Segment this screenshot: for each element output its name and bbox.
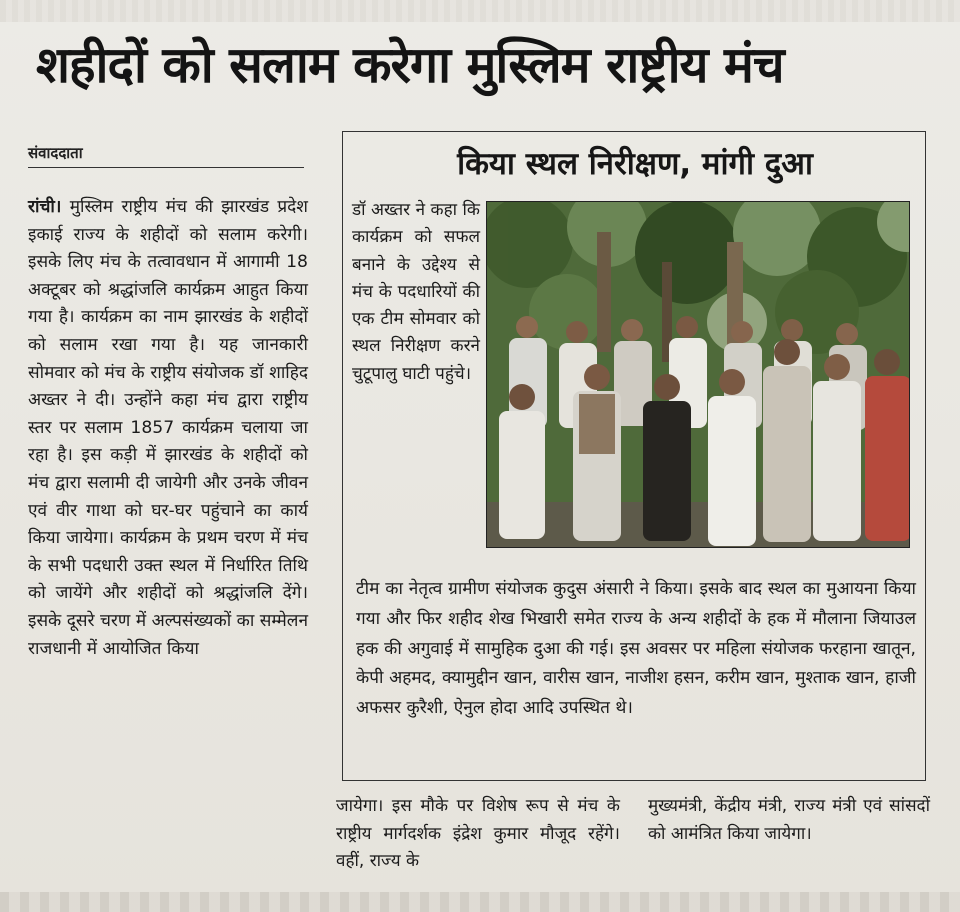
byline: संवाददाता bbox=[28, 143, 304, 168]
sidebar-body-text: टीम का नेतृत्व ग्रामीण संयोजक कुदुस अंसारी ने किया। इसके बाद स्थल का मुआयना किया गया और फिर शहीद शेख भिखारी समेत राज्य के अन्य शहीदों के हक में मौलाना जियाउल हक की अगुवाई में सामुहिक दुआ की गई। इस अवसर पर महिला संयोजक फरहाना खातून, केपी अहमद, क्यामुद्दीन खान, वारीस खान, नाजीश हसन, करीम खान, मुश्ताक खान, हाजी अफसर कुरैशी, ऐनुल होदा आदि उपस्थित थे। bbox=[356, 579, 916, 719]
top-edge-bleed bbox=[0, 0, 960, 22]
dateline: रांची। bbox=[28, 197, 62, 217]
headline: शहीदों को सलाम करेगा मुस्लिम राष्ट्रीय मंच bbox=[36, 36, 784, 94]
sidebar-side-text: डॉ अख्तर ने कहा कि कार्यक्रम को सफल बनाने के उद्देश्य से मंच के पदधारियों की एक टीम सोमवार को स्थल निरीक्षण करने चुटूपालु घाटी पहुंचे। bbox=[352, 200, 480, 384]
news-photo bbox=[486, 201, 910, 548]
column-1-text: मुस्लिम राष्ट्रीय मंच की झारखंड प्रदेश इकाई राज्य के शहीदों को सलाम करेगी। इसके लिए मंच के तत्वावधान में आगामी 18 अक्टूबर को श्रद्धांजलि कार्यक्रम आहुत किया गया है। कार्यक्रम का नाम झारखंड के शहीदों को सलाम रखा गया है। यह जानकारी सोमवार को मंच के राष्ट्रीय संयोजक डॉ शाहिद अख्तर ने दी। उन्होंने कहा मंच द्वारा राष्ट्रीय स्तर पर सलाम 1857 कार्यक्रम चलाया जा रहा है। इस कड़ी में झारखंड के शहीदों को मंच द्वारा सलामी दी जायेगी और उनके जीवन एवं वीर गाथा को घर-घर पहुंचाने का कार्य किया जायेगा। कार्यक्रम के प्रथम चरण में मंच के सभी पदधारी उक्त स्थल में निर्धारित तिथि को जायेंगे और शहीदों को श्रद्धांजलि देंगे। इसके दूसरे चरण में अल्पसंख्यकों का सम्मेलन राजधानी में आयोजित किया bbox=[28, 197, 308, 659]
article-column-2: जायेगा। इस मौके पर विशेष रूप से मंच के राष्ट्रीय मार्गदर्शक इंद्रेश कुमार मौजूद रहेंगे। वहीं, राज्य के bbox=[336, 796, 620, 871]
sidebar-subheadline: किया स्थल निरीक्षण, मांगी दुआ bbox=[457, 146, 813, 182]
article-column-1 bbox=[28, 194, 308, 663]
article-column-3: मुख्यमंत्री, केंद्रीय मंत्री, राज्य मंत्री एवं सांसदों को आमंत्रित किया जायेगा। bbox=[648, 796, 930, 844]
bottom-edge-bleed bbox=[0, 892, 960, 912]
